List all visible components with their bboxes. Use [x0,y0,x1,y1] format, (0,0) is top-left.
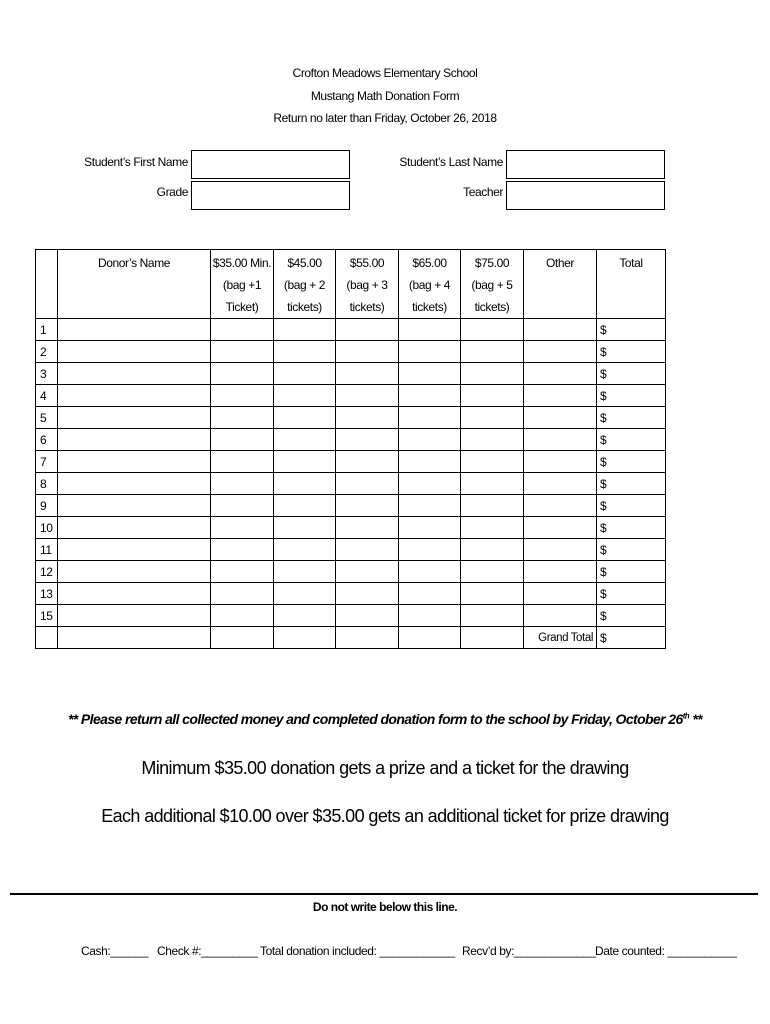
return-notice-sup: th [682,711,690,721]
donor-name-cell[interactable] [58,407,211,429]
amount-cell[interactable] [336,451,399,473]
amount-cell[interactable] [336,407,399,429]
column-header [336,250,399,319]
row-total-cell[interactable]: $ [597,539,666,561]
column-header-text: Other [545,256,574,270]
row-total-cell[interactable]: $ [597,363,666,385]
grand-total-cell[interactable]: $ [597,627,666,649]
column-header-text: tickets) [474,300,510,314]
column-header-text: (bag + 5 [471,278,513,292]
grand-total-label: Grand Total [524,627,597,649]
teacher-label: Teacher [463,185,503,199]
amount-cell[interactable] [524,341,597,363]
amount-cell[interactable] [399,539,461,561]
amount-cell[interactable] [274,539,336,561]
donor-name-cell[interactable] [58,495,211,517]
column-header-text: $75.00 [474,256,510,270]
row-total-cell[interactable]: $ [597,451,666,473]
row-number [36,627,58,649]
donor-name-cell[interactable] [58,605,211,627]
amount-cell[interactable] [211,605,274,627]
donor-name-cell[interactable] [58,473,211,495]
donor-name-cell[interactable] [58,539,211,561]
amount-cell[interactable] [336,539,399,561]
amount-cell[interactable] [274,451,336,473]
amount-cell[interactable] [399,605,461,627]
amount-cell[interactable] [211,539,274,561]
row-number: 11 [36,539,58,561]
amount-cell[interactable] [274,561,336,583]
donor-name-cell[interactable] [58,583,211,605]
row-number: 7 [36,451,58,473]
table-row [36,495,666,517]
table-row [36,605,666,627]
amount-cell[interactable] [336,473,399,495]
amount-cell[interactable] [399,429,461,451]
column-header-text: $45.00 [287,256,322,270]
amount-cell[interactable] [461,517,524,539]
cut-divider [10,893,758,895]
column-header-text: Ticket) [225,300,259,314]
check-field[interactable]: Check #:_________ [157,944,258,958]
amount-cell[interactable] [524,517,597,539]
amount-cell[interactable] [336,517,399,539]
last-name-field[interactable] [506,150,665,179]
row-number: 1 [36,319,58,341]
amount-cell[interactable] [461,495,524,517]
amount-cell[interactable] [399,473,461,495]
amount-cell[interactable] [524,561,597,583]
amount-cell[interactable] [211,319,274,341]
row-number: 4 [36,385,58,407]
amount-cell[interactable] [461,385,524,407]
minimum-donation-info: Minimum $35.00 donation gets a prize and a ticket for the drawing [141,758,629,778]
amount-cell[interactable] [399,583,461,605]
amount-cell[interactable] [524,385,597,407]
donor-name-cell[interactable] [58,561,211,583]
amount-cell[interactable] [336,385,399,407]
amount-cell[interactable] [399,385,461,407]
amount-cell[interactable] [211,429,274,451]
do-not-write-label: Do not write below this line. [312,900,458,914]
donor-name-cell[interactable] [58,363,211,385]
amount-cell[interactable] [274,429,336,451]
table-row [36,539,666,561]
table-header-row [36,250,666,319]
table-row [36,561,666,583]
total-donation-field[interactable]: Total donation included: ____________ [260,944,455,958]
amount-cell[interactable] [274,605,336,627]
column-header-text: tickets) [412,300,447,314]
column-header [58,250,211,319]
table-row [36,583,666,605]
column-header-text: (bag +1 [222,278,262,292]
table-row [36,363,666,385]
table-row [36,385,666,407]
amount-cell[interactable] [524,605,597,627]
amount-cell[interactable] [211,407,274,429]
row-number: 15 [36,605,58,627]
column-header-text: $35.00 Min. [212,256,272,270]
return-notice-text: ** Please return all collected money and completed donation form to the school by Friday, October 26 [67,711,683,727]
amount-cell[interactable] [461,407,524,429]
amount-cell[interactable] [524,407,597,429]
row-number: 9 [36,495,58,517]
amount-cell[interactable] [211,341,274,363]
row-total-cell[interactable]: $ [597,605,666,627]
amount-cell[interactable] [211,363,274,385]
table-row [36,429,666,451]
amount-cell[interactable] [399,451,461,473]
first-name-field[interactable] [191,150,350,179]
first-name-label: Student’s First Name [84,155,188,169]
recvd-by-field[interactable]: Recv’d by:_____________ [462,944,596,958]
column-header [524,250,597,319]
amount-cell[interactable] [211,583,274,605]
amount-cell[interactable] [461,451,524,473]
amount-cell[interactable] [399,495,461,517]
row-number: 12 [36,561,58,583]
amount-cell[interactable] [274,319,336,341]
amount-cell[interactable] [399,561,461,583]
row-total-cell[interactable]: $ [597,495,666,517]
amount-cell[interactable] [461,429,524,451]
row-number: 10 [36,517,58,539]
donor-table [35,249,666,649]
donor-name-cell[interactable] [58,451,211,473]
amount-cell[interactable] [399,517,461,539]
row-total-cell[interactable]: $ [597,319,666,341]
amount-cell[interactable] [211,561,274,583]
amount-cell[interactable] [274,341,336,363]
table-row [36,407,666,429]
amount-cell[interactable] [336,341,399,363]
amount-cell[interactable] [336,495,399,517]
amount-cell[interactable] [336,605,399,627]
amount-cell[interactable] [399,363,461,385]
school-name: Crofton Meadows Elementary School [292,66,478,80]
donor-name-cell[interactable] [58,517,211,539]
row-number: 8 [36,473,58,495]
return-notice-tail: ** [689,711,703,727]
table-row [36,473,666,495]
column-header [597,250,666,319]
row-number: 6 [36,429,58,451]
table-row [36,319,666,341]
form-header [0,62,770,130]
amount-cell[interactable] [274,385,336,407]
column-header-text: $65.00 [412,256,447,270]
donor-name-cell[interactable] [58,429,211,451]
row-number: 3 [36,363,58,385]
amount-cell[interactable] [461,341,524,363]
amount-cell[interactable] [461,583,524,605]
column-header-text: (bag + 3 [346,278,388,292]
column-header-text: Total [619,256,643,270]
amount-cell[interactable] [524,495,597,517]
row-total-cell[interactable]: $ [597,341,666,363]
amount-cell[interactable] [336,583,399,605]
form-title: Mustang Math Donation Form [310,88,460,103]
amount-cell[interactable] [524,319,597,341]
table-row [36,341,666,363]
cash-field[interactable]: Cash:______ [81,944,148,958]
amount-cell[interactable] [336,429,399,451]
row-number-header [36,250,58,319]
row-total-cell[interactable]: $ [597,429,666,451]
column-header-text: $55.00 [349,256,385,270]
amount-cell[interactable] [524,583,597,605]
amount-cell[interactable] [274,363,336,385]
grand-total-blank-cell [336,627,399,649]
column-header-text: Donor’s Name [97,256,171,270]
amount-cell[interactable] [211,495,274,517]
amount-cell[interactable] [274,473,336,495]
amount-cell[interactable] [336,319,399,341]
grand-total-row [36,627,666,649]
amount-cell[interactable] [211,385,274,407]
table-row [36,517,666,539]
row-total-cell[interactable]: $ [597,583,666,605]
column-header [211,250,274,319]
column-header [399,250,461,319]
amount-cell[interactable] [524,473,597,495]
donor-name-cell[interactable] [58,385,211,407]
grand-total-blank-cell [211,627,274,649]
amount-cell[interactable] [336,561,399,583]
column-header-text: tickets) [287,300,322,314]
amount-cell[interactable] [211,451,274,473]
donor-name-cell[interactable] [58,319,211,341]
last-name-label: Student’s Last Name [399,155,503,169]
amount-cell[interactable] [461,539,524,561]
row-total-cell[interactable]: $ [597,385,666,407]
amount-cell[interactable] [274,517,336,539]
amount-cell[interactable] [461,605,524,627]
amount-cell[interactable] [461,561,524,583]
amount-cell[interactable] [336,363,399,385]
amount-cell[interactable] [524,363,597,385]
table-row [36,451,666,473]
column-header [461,250,524,319]
row-total-cell[interactable]: $ [597,473,666,495]
grand-total-blank-cell [274,627,336,649]
amount-cell[interactable] [399,407,461,429]
column-header-text: (bag + 4 [408,278,451,292]
amount-cell[interactable] [274,583,336,605]
column-header [274,250,336,319]
column-header-text: tickets) [349,300,385,314]
column-header-text: (bag + 2 [283,278,326,292]
grade-field[interactable] [191,181,350,210]
grand-total-blank-cell [399,627,461,649]
amount-cell[interactable] [461,363,524,385]
amount-cell[interactable] [211,473,274,495]
date-counted-field[interactable]: Date counted: ___________ [595,944,737,958]
amount-cell[interactable] [274,495,336,517]
amount-cell[interactable] [399,341,461,363]
row-total-cell[interactable]: $ [597,561,666,583]
row-number: 2 [36,341,58,363]
row-total-cell[interactable]: $ [597,407,666,429]
amount-cell[interactable] [524,429,597,451]
amount-cell[interactable] [274,407,336,429]
teacher-field[interactable] [506,181,665,210]
amount-cell[interactable] [461,319,524,341]
row-total-cell[interactable]: $ [597,517,666,539]
amount-cell[interactable] [524,451,597,473]
deadline-text: Return no later than Friday, October 26, 2018 [273,111,497,125]
amount-cell[interactable] [524,539,597,561]
row-number: 5 [36,407,58,429]
return-notice [0,711,770,727]
amount-cell[interactable] [399,319,461,341]
grand-total-blank-cell [58,627,211,649]
amount-cell[interactable] [211,517,274,539]
grand-total-blank-cell [461,627,524,649]
grade-label: Grade [156,185,188,199]
amount-cell[interactable] [461,473,524,495]
row-number: 13 [36,583,58,605]
donor-name-cell[interactable] [58,341,211,363]
additional-ticket-info: Each additional $10.00 over $35.00 gets an additional ticket for prize drawing [101,806,669,826]
